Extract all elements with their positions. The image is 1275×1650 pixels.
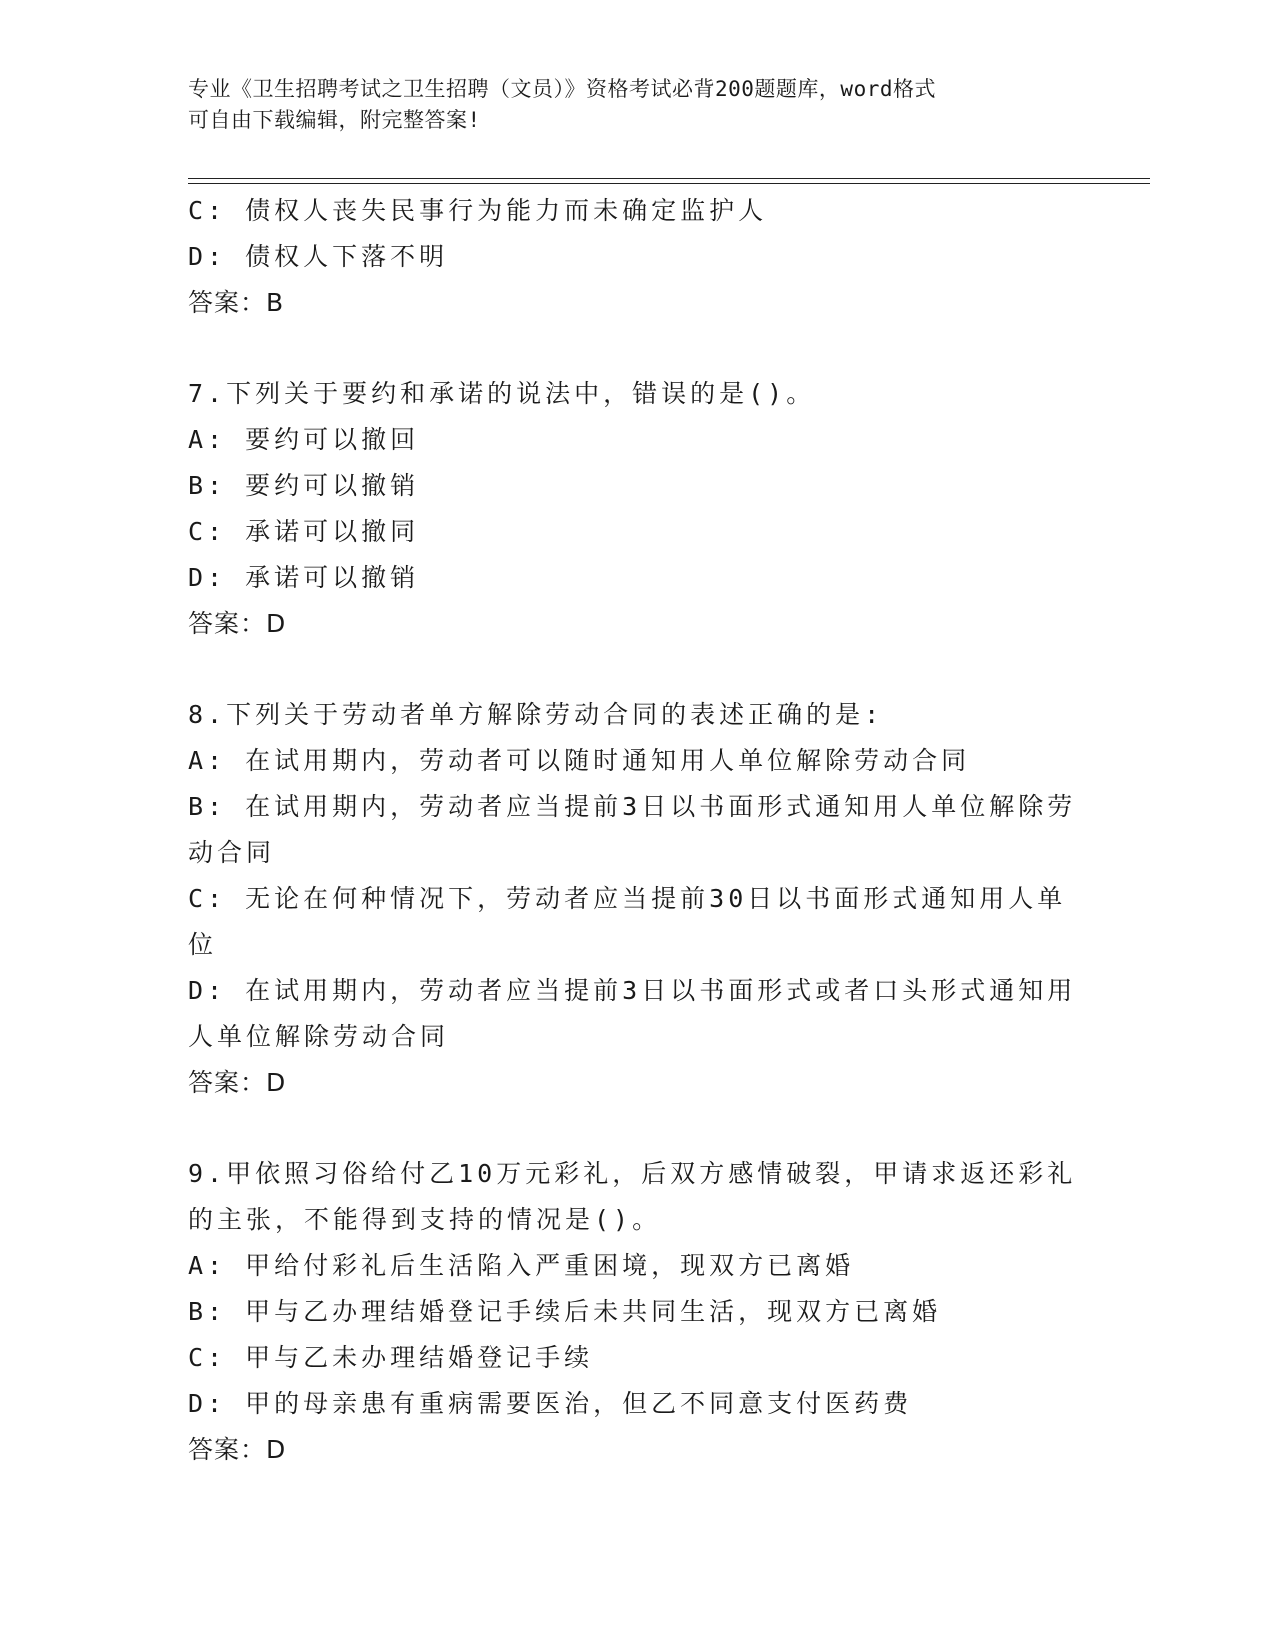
continued-question bbox=[188, 188, 1088, 326]
option-line-continued: 动合同 bbox=[188, 838, 276, 867]
answer-line: 答案：D bbox=[188, 1068, 287, 1097]
answer-line: 答案：D bbox=[188, 609, 287, 638]
header-divider bbox=[188, 183, 1150, 184]
document-header bbox=[188, 74, 1068, 136]
header-line: 专业《卫生招聘考试之卫生招聘（文员）》资格考试必背200题题库，word格式 bbox=[188, 77, 936, 101]
option-line: B: 甲与乙办理结婚登记手续后未共同生活，现双方已离婚 bbox=[188, 1297, 942, 1326]
option-line: D: 在试用期内，劳动者应当提前3日以书面形式或者口头形式通知用 bbox=[188, 976, 1077, 1005]
option-line-continued: 人单位解除劳动合同 bbox=[188, 1022, 450, 1051]
answer-line: 答案：D bbox=[188, 1435, 287, 1464]
option-line: D: 承诺可以撤销 bbox=[188, 563, 420, 592]
option-line: C: 无论在何种情况下，劳动者应当提前30日以书面形式通知用人单 bbox=[188, 884, 1067, 913]
question-8 bbox=[188, 692, 1088, 1106]
question-7 bbox=[188, 371, 1088, 647]
question-body bbox=[188, 188, 1088, 1473]
question-stem-continued: 的主张，不能得到支持的情况是()。 bbox=[188, 1205, 662, 1234]
question-stem: 7.下列关于要约和承诺的说法中，错误的是()。 bbox=[188, 379, 816, 408]
question-stem: 9.甲依照习俗给付乙10万元彩礼，后双方感情破裂，甲请求返还彩礼 bbox=[188, 1159, 1077, 1188]
spacer bbox=[188, 326, 1088, 371]
spacer bbox=[188, 647, 1088, 692]
option-line: D: 甲的母亲患有重病需要医治，但乙不同意支付医药费 bbox=[188, 1389, 913, 1418]
question-stem: 8.下列关于劳动者单方解除劳动合同的表述正确的是: bbox=[188, 700, 884, 729]
option-line: D: 债权人下落不明 bbox=[188, 242, 449, 271]
option-line: B: 在试用期内，劳动者应当提前3日以书面形式通知用人单位解除劳 bbox=[188, 792, 1077, 821]
option-line: A: 要约可以撤回 bbox=[188, 425, 420, 454]
header-divider bbox=[188, 178, 1150, 179]
answer-line: 答案：B bbox=[188, 288, 285, 317]
option-line: A: 甲给付彩礼后生活陷入严重困境，现双方已离婚 bbox=[188, 1251, 855, 1280]
option-line-continued: 位 bbox=[188, 930, 218, 959]
header-line: 可自由下载编辑，附完整答案! bbox=[188, 108, 481, 132]
option-line: C: 债权人丧失民事行为能力而未确定监护人 bbox=[188, 196, 768, 225]
spacer bbox=[188, 1106, 1088, 1151]
option-line: C: 甲与乙未办理结婚登记手续 bbox=[188, 1343, 594, 1372]
question-9 bbox=[188, 1151, 1088, 1473]
option-line: B: 要约可以撤销 bbox=[188, 471, 420, 500]
option-line: C: 承诺可以撤同 bbox=[188, 517, 420, 546]
option-line: A: 在试用期内，劳动者可以随时通知用人单位解除劳动合同 bbox=[188, 746, 971, 775]
